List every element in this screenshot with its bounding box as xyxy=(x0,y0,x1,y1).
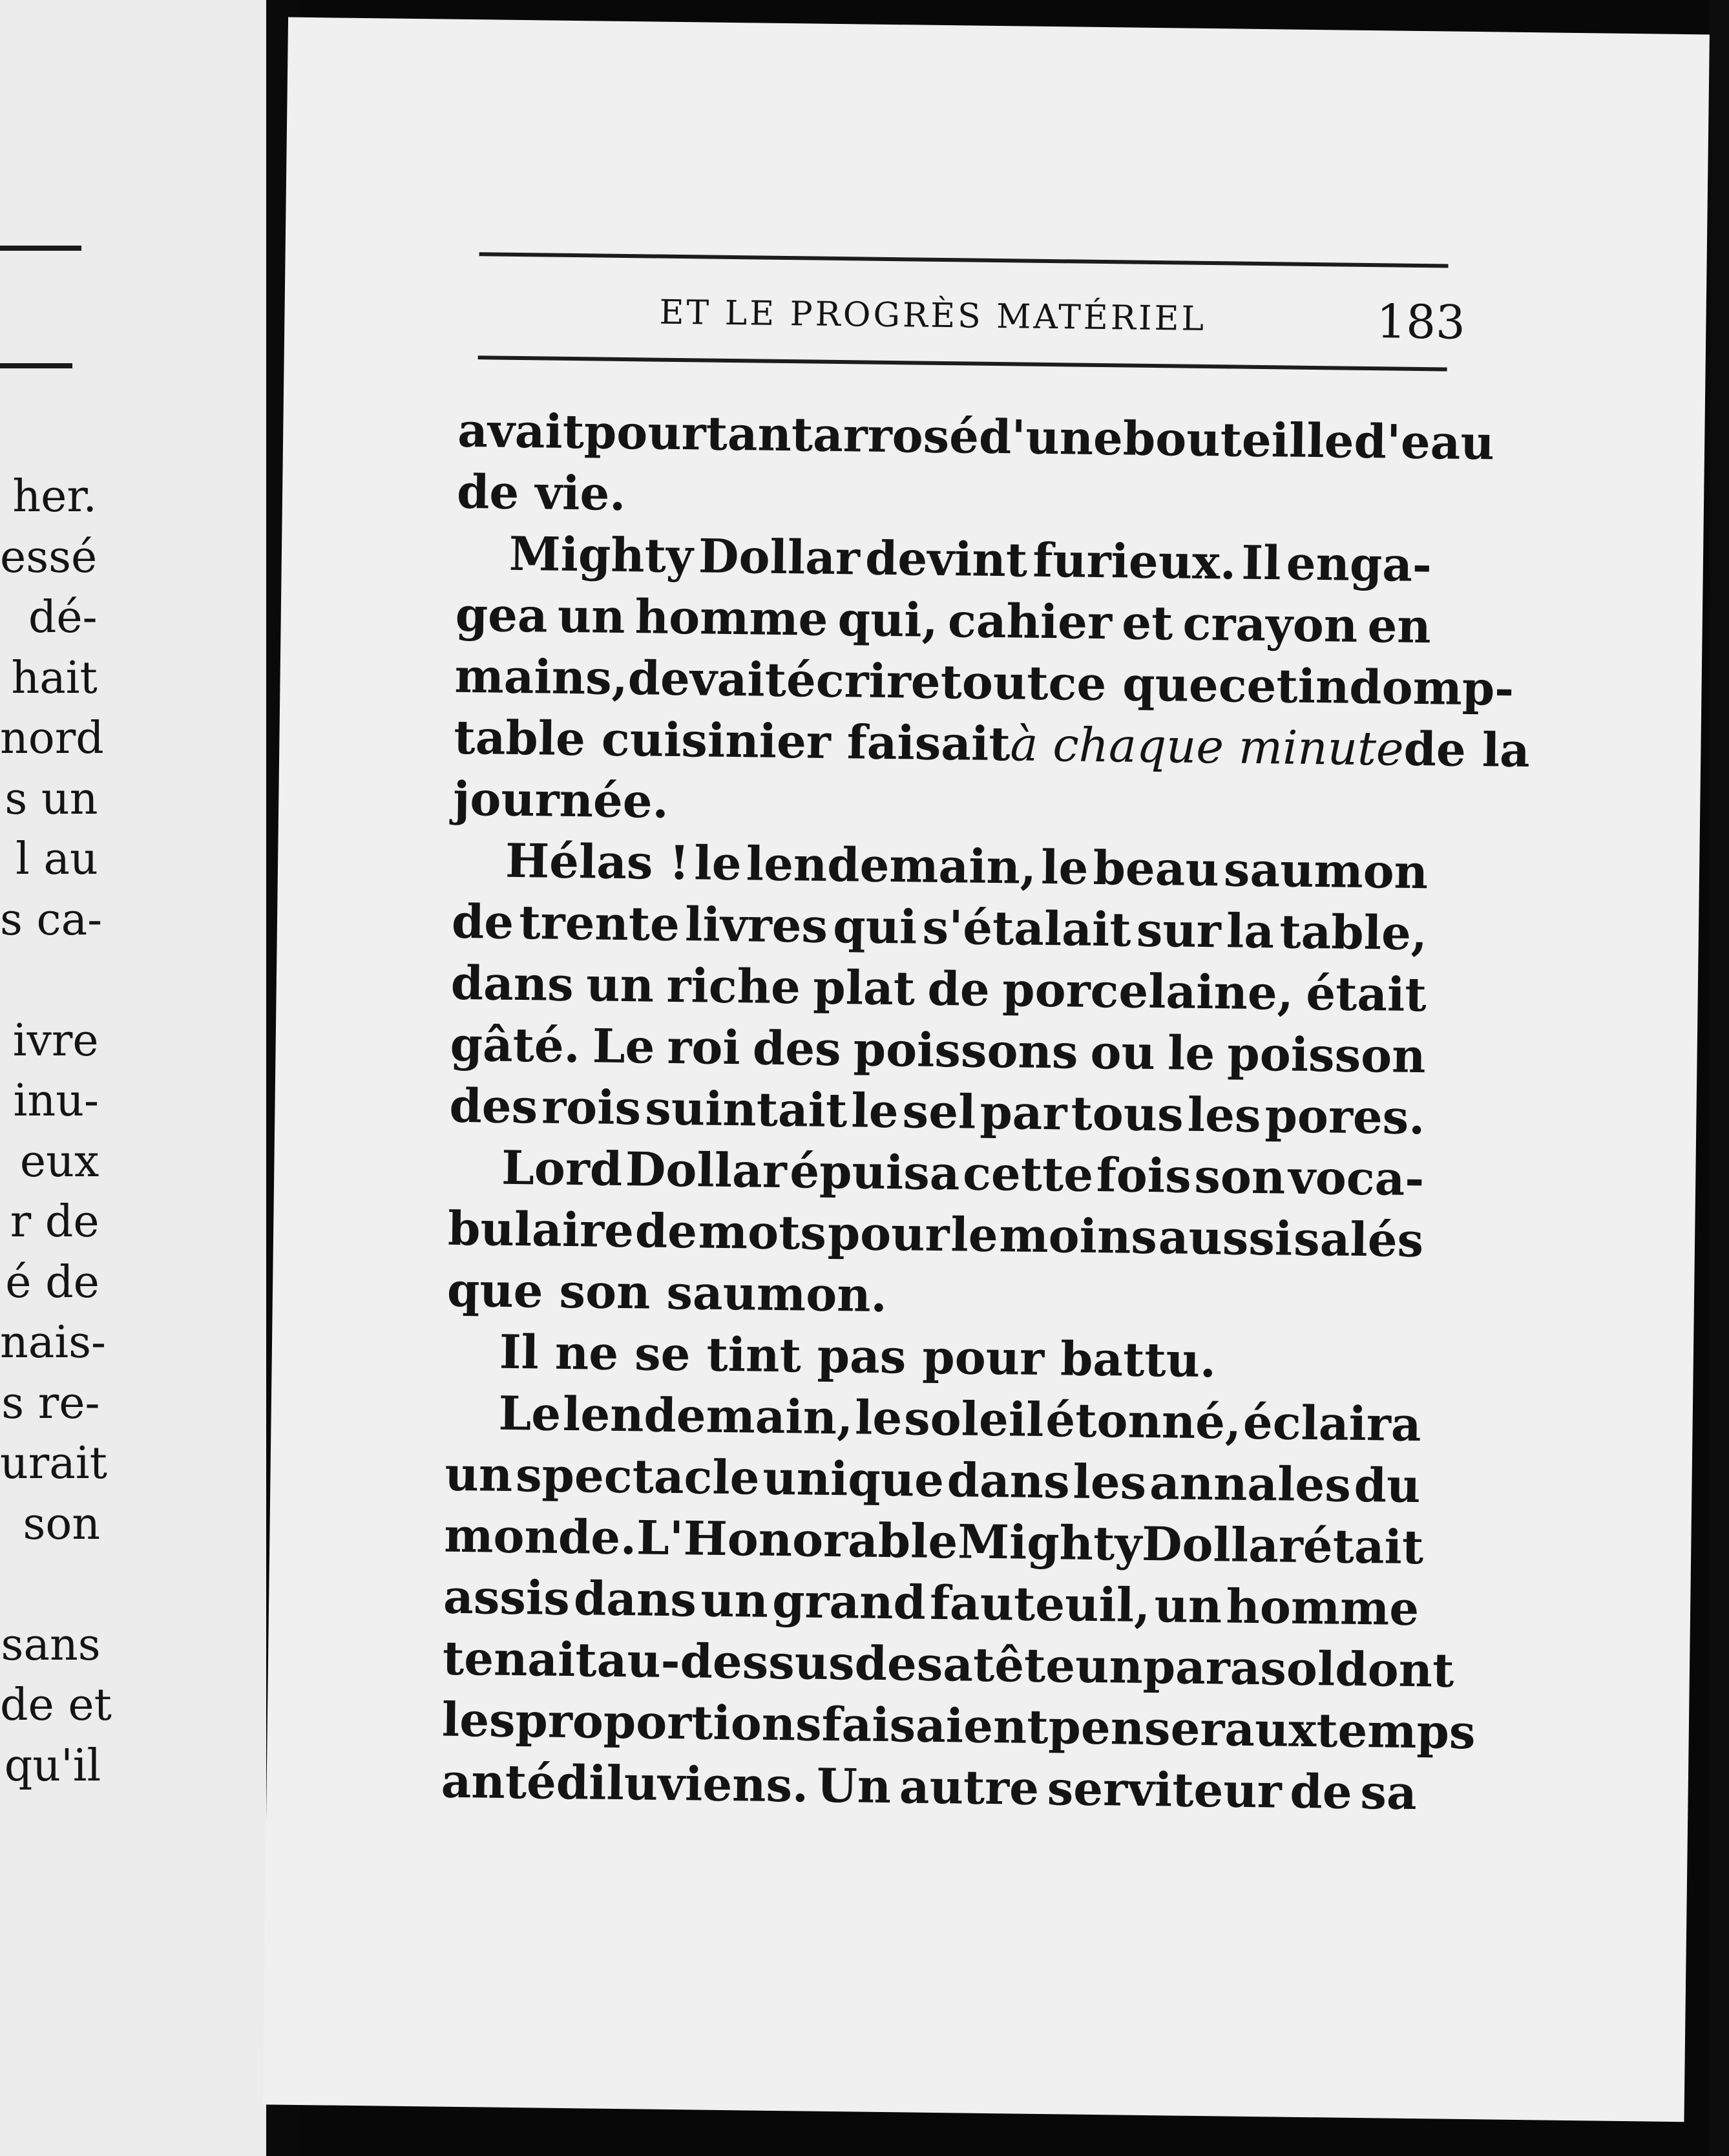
word: le xyxy=(1040,839,1089,895)
left-page-line: qu'il xyxy=(4,1740,101,1791)
word: cahier xyxy=(947,593,1113,650)
word: par xyxy=(980,1084,1067,1141)
word: Il ne se tint pas pour battu. xyxy=(499,1324,1217,1388)
left-page-line: l au xyxy=(16,834,98,885)
page-number: 183 xyxy=(1376,294,1466,350)
word: s'étalait xyxy=(922,899,1132,957)
word: un xyxy=(445,1446,513,1502)
word: Le xyxy=(592,1018,655,1074)
word: gea xyxy=(455,586,549,643)
emphasized-text: à chaque minute xyxy=(1010,717,1405,776)
word: épuisa xyxy=(789,1143,960,1201)
word: le xyxy=(693,835,742,891)
text-span: table cuisinier faisait xyxy=(453,709,1011,772)
word: Le xyxy=(498,1385,561,1441)
left-page-line: sans xyxy=(1,1619,101,1671)
text-line xyxy=(441,1753,1418,1831)
word: trente xyxy=(518,894,680,952)
word: cet xyxy=(1218,657,1299,713)
word: le xyxy=(854,1390,903,1446)
word: un xyxy=(1074,1638,1144,1694)
word: salés xyxy=(1293,1210,1424,1268)
header-top-rule xyxy=(479,252,1449,268)
left-page-line: s un xyxy=(5,773,98,825)
word: sel xyxy=(902,1083,976,1139)
word: fauteuil, xyxy=(929,1574,1151,1633)
word: de xyxy=(634,1203,698,1259)
left-page-line: urait xyxy=(0,1438,107,1489)
word: qui, xyxy=(837,591,939,648)
word: bouteille xyxy=(1122,410,1355,469)
word: table, xyxy=(1279,904,1428,961)
word: annales xyxy=(1149,1455,1352,1512)
word: dans xyxy=(947,1452,1071,1509)
left-page-line: inu- xyxy=(13,1075,99,1126)
left-page-line: her. xyxy=(12,471,97,522)
word: des xyxy=(449,1077,538,1134)
word: Un xyxy=(816,1757,892,1814)
left-page-line: é de xyxy=(5,1256,100,1308)
word: arrosé xyxy=(812,407,980,464)
word: étonné, xyxy=(1045,1392,1242,1450)
word: riche xyxy=(666,957,801,1015)
word: journée. xyxy=(452,770,669,829)
word: homme xyxy=(634,589,828,646)
word: Lord xyxy=(501,1139,623,1197)
word: d'une xyxy=(978,408,1124,466)
word: crayon xyxy=(1182,595,1358,653)
word: Mighty xyxy=(508,525,694,584)
word: moins xyxy=(999,1207,1158,1265)
word: aux xyxy=(1224,1701,1317,1758)
word: ou xyxy=(1090,1024,1156,1081)
word: Dollar xyxy=(625,1141,788,1199)
word: le xyxy=(1167,1025,1215,1081)
word: bulaire xyxy=(447,1200,634,1258)
left-page-second-rule xyxy=(0,363,72,368)
word: aussi xyxy=(1158,1209,1293,1266)
word: dont xyxy=(1334,1641,1454,1698)
word: unique xyxy=(762,1450,945,1508)
running-title: ET LE PROGRÈS MATÉRIEL xyxy=(659,293,1207,339)
word: était xyxy=(1303,1517,1424,1575)
left-page-line: essé xyxy=(0,531,98,583)
word: beau xyxy=(1093,840,1220,897)
word: Dollar xyxy=(698,528,861,586)
word: fois xyxy=(1096,1147,1192,1203)
word: rois xyxy=(541,1079,642,1136)
left-page-line: s re- xyxy=(1,1377,100,1429)
left-page-line: r de xyxy=(10,1196,100,1247)
word: soleil xyxy=(903,1390,1045,1448)
word: au-dessus xyxy=(596,1632,855,1691)
body-text xyxy=(441,402,1531,1831)
left-page-line: eux xyxy=(19,1136,100,1187)
word: qui xyxy=(832,898,917,955)
left-page xyxy=(0,0,266,2156)
word: poisson xyxy=(1226,1026,1427,1084)
word: un xyxy=(700,1572,769,1628)
word: du xyxy=(1354,1457,1421,1514)
word: un xyxy=(557,587,626,644)
word: de xyxy=(1289,1763,1353,1819)
word: serviteur xyxy=(1047,1760,1283,1819)
word: gâté. xyxy=(450,1016,581,1073)
word: autre xyxy=(899,1759,1040,1815)
word: tout xyxy=(940,653,1049,711)
left-page-line: hait xyxy=(11,652,98,704)
word: penser xyxy=(1048,1699,1225,1757)
word: livres xyxy=(684,896,828,953)
word: pourtant xyxy=(583,404,813,462)
left-page-line: nais- xyxy=(0,1317,106,1368)
word: faisaient xyxy=(821,1696,1049,1755)
word: enga- xyxy=(1286,535,1432,593)
word: de vie. xyxy=(456,463,626,521)
word: son xyxy=(1193,1148,1286,1205)
word: mains,devait xyxy=(454,648,787,708)
left-page-line: ivre xyxy=(12,1015,99,1066)
word: antédiluviens. xyxy=(441,1753,809,1813)
word: Hélas ! xyxy=(505,832,690,891)
word: lendemain, xyxy=(746,836,1037,894)
left-page-line: son xyxy=(23,1498,101,1550)
word: de xyxy=(927,960,990,1017)
word: saumon xyxy=(1223,841,1429,900)
header-bottom-rule xyxy=(478,355,1447,371)
word: tête xyxy=(972,1636,1076,1693)
right-page xyxy=(263,17,1710,2122)
left-page-line: s ca- xyxy=(0,894,103,946)
word: porcelaine, xyxy=(1001,962,1294,1020)
word: le xyxy=(950,1207,999,1263)
word: furieux. xyxy=(1032,532,1237,590)
word: monde. xyxy=(443,1507,637,1565)
word: suintait xyxy=(644,1080,848,1138)
word: de xyxy=(451,893,514,949)
word: un xyxy=(585,956,655,1013)
word: indomp- xyxy=(1297,658,1514,716)
word: plat xyxy=(812,959,916,1016)
word: assis xyxy=(443,1569,571,1626)
word: sur xyxy=(1136,902,1222,958)
word: les xyxy=(1073,1453,1147,1510)
word: lendemain, xyxy=(562,1386,854,1445)
word: et xyxy=(1121,595,1173,651)
left-page-line: de et xyxy=(0,1680,112,1731)
word: la xyxy=(1226,903,1275,959)
word: L'Honorable xyxy=(636,1510,958,1569)
word: les xyxy=(441,1691,516,1748)
left-page-line: nord xyxy=(0,713,104,764)
word: parasol xyxy=(1142,1638,1336,1696)
word: tenait xyxy=(442,1630,598,1687)
word: devint xyxy=(864,530,1028,587)
word: proportions xyxy=(515,1693,823,1751)
word: des xyxy=(752,1020,842,1077)
word: sa xyxy=(916,1636,974,1692)
word: roi xyxy=(667,1019,741,1075)
text-span: de la xyxy=(1403,721,1531,778)
word: poissons xyxy=(853,1021,1078,1079)
word: dans xyxy=(450,955,574,1012)
word: d'eau xyxy=(1354,413,1495,470)
word: spectacle xyxy=(515,1447,760,1505)
word: en xyxy=(1367,598,1432,654)
word: les xyxy=(1187,1086,1262,1143)
word: Dollar xyxy=(1141,1516,1304,1573)
word: Mighty xyxy=(957,1514,1142,1571)
word: pores. xyxy=(1264,1088,1425,1145)
word: que son saumon. xyxy=(446,1262,888,1323)
word: pour xyxy=(827,1205,950,1262)
word: mots xyxy=(698,1203,827,1260)
word: temps xyxy=(1315,1702,1476,1760)
word: homme xyxy=(1226,1578,1420,1636)
left-page-top-rule xyxy=(0,246,81,251)
word: un xyxy=(1154,1578,1222,1634)
word: sa xyxy=(1359,1764,1418,1821)
word: le xyxy=(850,1083,899,1139)
word: ce que xyxy=(1048,655,1219,713)
word: grand xyxy=(771,1572,927,1630)
word: écrire xyxy=(786,652,941,709)
word: de xyxy=(854,1635,917,1691)
left-page-line: dé- xyxy=(28,592,98,643)
word: Il xyxy=(1241,534,1281,591)
word: était xyxy=(1305,965,1427,1022)
word: éclaira xyxy=(1242,1394,1422,1452)
word: voca- xyxy=(1288,1149,1425,1207)
word: cette xyxy=(962,1145,1094,1202)
right-page-edge xyxy=(1710,0,1729,2156)
word: avait xyxy=(457,402,585,460)
word: tous xyxy=(1071,1085,1184,1142)
word: dans xyxy=(573,1570,697,1627)
